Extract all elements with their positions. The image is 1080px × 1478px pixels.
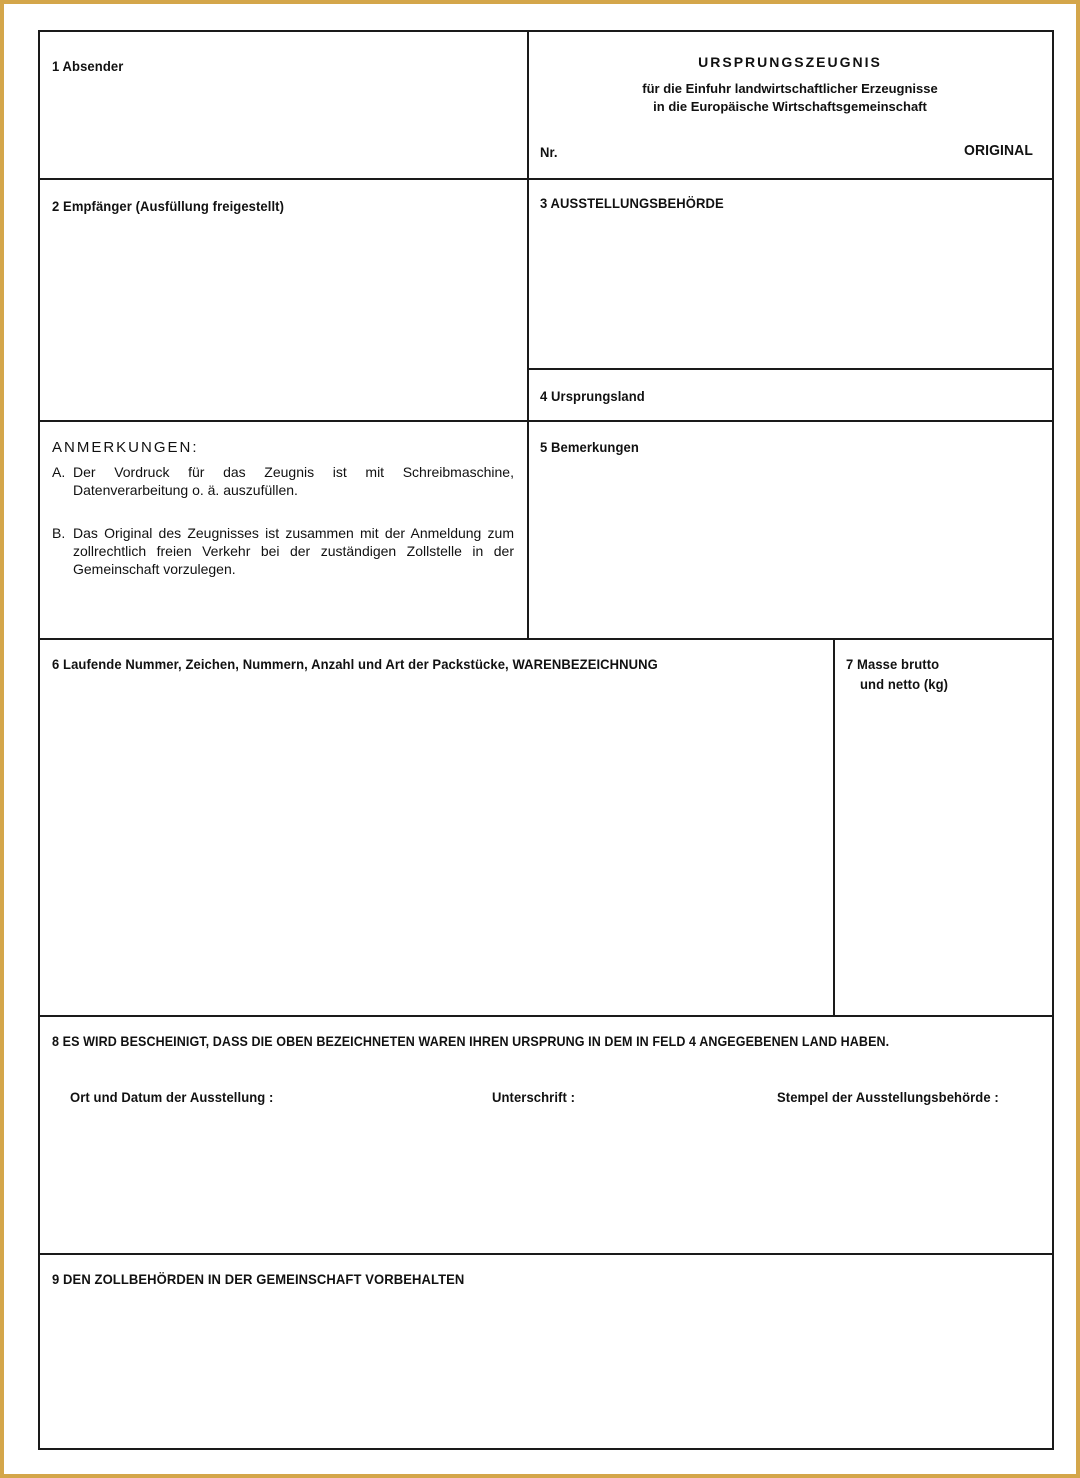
divider-row-2 (40, 420, 1052, 422)
stamp-label: Stempel der Ausstellungsbehörde : (777, 1089, 999, 1105)
original-label: ORIGINAL (964, 142, 1033, 159)
field-6-label: 6 Laufende Nummer, Zeichen, Nummern, Anzahl und Art der Packstücke, WARENBEZEICHNUNG (52, 656, 658, 672)
certificate-form (38, 30, 1054, 1450)
signature-label: Unterschrift : (492, 1089, 576, 1105)
notes-heading: ANMERKUNGEN: (52, 439, 199, 456)
certificate-subtitle-2: in die Europäische Wirtschaftsgemeinschaft (653, 99, 927, 114)
note-b (52, 524, 514, 578)
divider-row-6 (40, 1253, 1052, 1255)
note-a-text: Der Vordruck für das Zeugnis ist mit Schreibmaschine, Datenverarbeitung o. ä. auszufüllen. (73, 464, 514, 498)
note-b-key: B. (52, 525, 66, 541)
field-1-label: 1 Absender (52, 58, 124, 74)
field-2-label: 2 Empfänger (Ausfüllung freigestellt) (52, 198, 285, 214)
field-9-label: 9 DEN ZOLLBEHÖRDEN IN DER GEMEINSCHAFT VORBEHALTEN (52, 1271, 465, 1287)
place-date-label: Ort und Datum der Ausstellung : (70, 1089, 274, 1105)
divider-col-mass (833, 638, 835, 1015)
field-7-label-line2: und netto (kg) (860, 676, 949, 692)
field-8-label: 8 ES WIRD BESCHEINIGT, DASS DIE OBEN BEZEICHNETEN WAREN IHREN URSPRUNG IN DEM IN FELD 4 ANGEGEBENEN LAND HABEN. (52, 1033, 890, 1049)
note-a (52, 463, 514, 499)
nr-label: Nr. (540, 144, 558, 160)
divider-col-main (527, 32, 529, 638)
note-a-key: A. (52, 464, 66, 480)
note-b-text: Das Original des Zeugnisses ist zusammen mit der Anmeldung zum zollrechtlich freien Verkehr bei der zuständigen Zollstelle in der Gemeinschaft vorzulegen. (73, 525, 514, 577)
field-5-label: 5 Bemerkungen (540, 439, 639, 455)
divider-row-3 (40, 638, 1052, 640)
certificate-title: URSPRUNGSZEUGNIS (698, 54, 882, 70)
field-3-label: 3 AUSSTELLUNGSBEHÖRDE (540, 195, 724, 211)
divider-row-1 (40, 178, 1052, 180)
certificate-subtitle-1: für die Einfuhr landwirtschaftlicher Erzeugnisse (642, 81, 938, 96)
field-4-label: 4 Ursprungsland (540, 388, 645, 404)
field-7-label-line1: 7 Masse brutto (846, 656, 940, 672)
divider-row-4 (527, 368, 1052, 370)
divider-row-5 (40, 1015, 1052, 1017)
